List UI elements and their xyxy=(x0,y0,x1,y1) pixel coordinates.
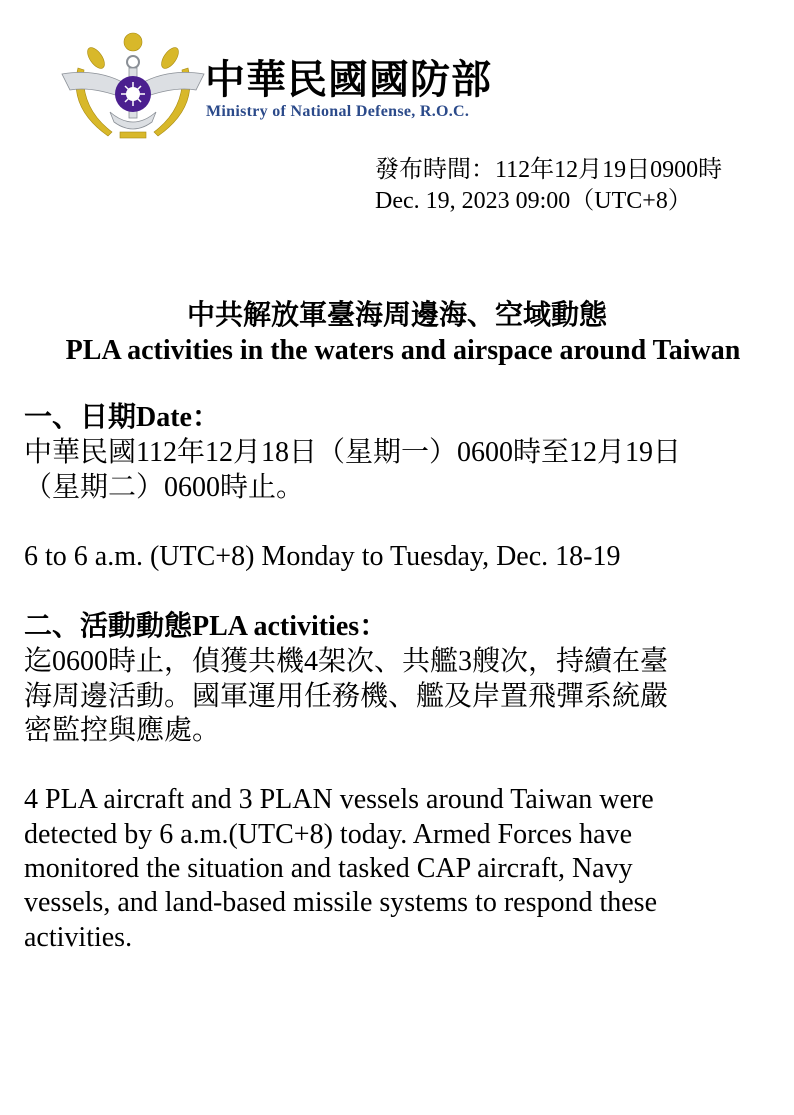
ministry-emblem-logo xyxy=(58,28,208,144)
activities-zh-line: 密監控與應處。 xyxy=(24,715,221,746)
title-en: PLA activities in the waters and airspace around Taiwan xyxy=(65,335,741,366)
date-zh-line: 中華民國112年12月18日（星期一）0600時至12月19日 xyxy=(24,437,681,468)
activities-en-line: 4 PLA aircraft and 3 PLAN vessels around Taiwan were xyxy=(24,784,654,815)
activities-en-line: activities. xyxy=(24,922,133,953)
activities-en-line: monitored the situation and tasked CAP aircraft, Navy xyxy=(24,853,633,884)
activities-en-line: vessels, and land-based missile systems to respond these xyxy=(24,887,658,918)
date-zh-line: （星期二）0600時止。 xyxy=(24,472,305,503)
publish-time-en: Dec. 19, 2023 09:00（UTC+8） xyxy=(375,188,692,214)
date-en-line: 6 to 6 a.m. (UTC+8) Monday to Tuesday, Dec. 18-19 xyxy=(24,541,621,572)
section-activities-heading: 二、活動動態PLA activities： xyxy=(24,611,388,642)
activities-zh-line: 迄0600時止，偵獲共機4架次、共艦3艘次，持續在臺 xyxy=(24,646,669,677)
org-name-zh: 中華民國國防部 xyxy=(205,56,492,103)
org-name-en: Ministry of National Defense, R.O.C. xyxy=(206,103,470,120)
publish-time-zh: 發布時間：112年12月19日0900時 xyxy=(375,157,723,183)
activities-en-line: detected by 6 a.m.(UTC+8) today. Armed Forces have xyxy=(24,819,633,850)
activities-zh-line: 海周邊活動。國軍運用任務機、艦及岸置飛彈系統嚴 xyxy=(24,681,669,712)
section-date-heading: 一、日期Date： xyxy=(24,402,220,433)
title-zh: 中共解放軍臺海周邊海、空域動態 xyxy=(186,300,607,331)
